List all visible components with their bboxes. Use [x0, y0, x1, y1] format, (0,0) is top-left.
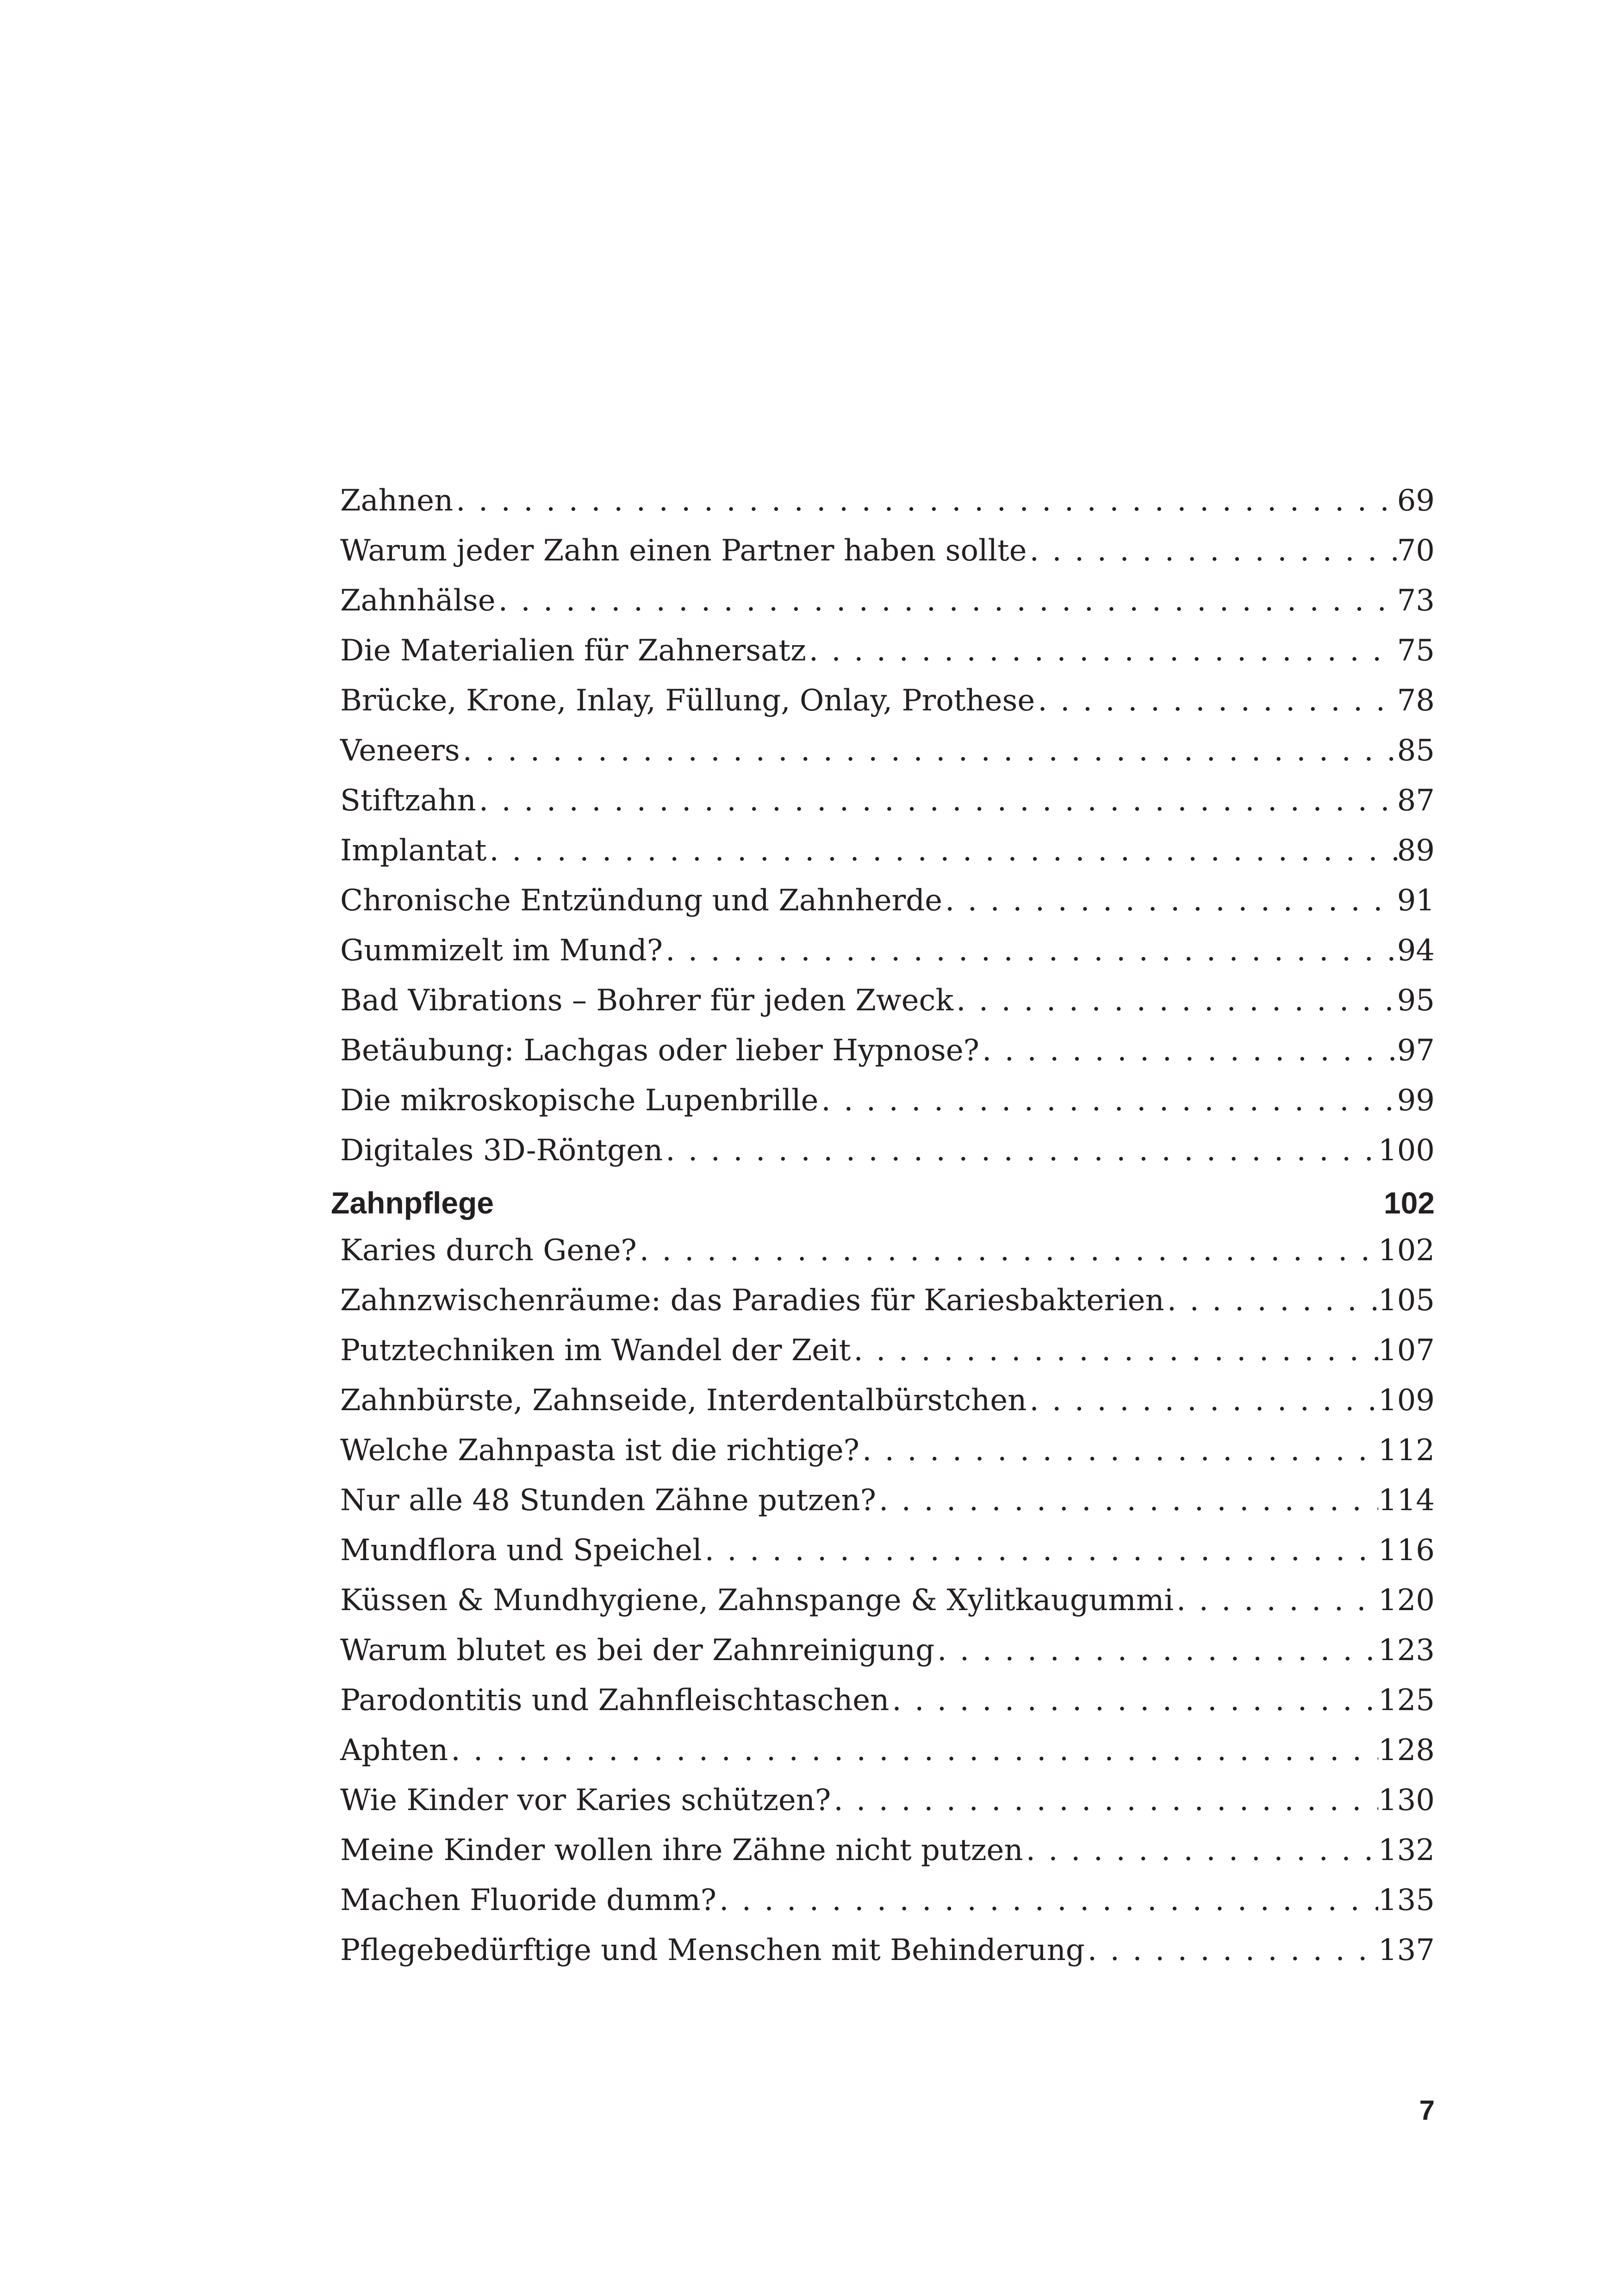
toc-entry-page: 69: [1397, 484, 1435, 518]
toc-entry[interactable]: [340, 1825, 1435, 1875]
toc-entry[interactable]: [340, 1276, 1435, 1325]
toc-entry[interactable]: [340, 1375, 1435, 1425]
toc-entry-title: Implantat: [340, 834, 487, 868]
toc-entry[interactable]: [340, 1625, 1435, 1675]
dot-leader: [702, 1525, 1378, 1575]
dot-leader: [1174, 1575, 1378, 1625]
toc-entry[interactable]: [340, 726, 1435, 776]
toc-entry-title: Zahnzwischenräume: das Paradies für Kariesbakterien: [340, 1283, 1164, 1318]
toc-entry-title: Zahnen: [340, 484, 454, 518]
toc-entry-title: Bad Vibrations – Bohrer für jeden Zweck: [340, 983, 954, 1018]
toc-entry-title: Brücke, Krone, Inlay, Füllung, Onlay, Prothese: [340, 684, 1035, 718]
toc-entry-page: 89: [1397, 834, 1435, 868]
table-of-contents: [331, 476, 1435, 1975]
toc-entry-title: Stiftzahn: [340, 784, 476, 818]
toc-entry-page: 116: [1378, 1533, 1435, 1568]
dot-leader: [889, 1675, 1378, 1725]
dot-leader: [859, 1425, 1378, 1475]
dot-leader: [851, 1325, 1378, 1375]
toc-entry[interactable]: [340, 476, 1435, 526]
toc-entry[interactable]: [340, 1076, 1435, 1126]
dot-leader: [1027, 526, 1397, 576]
dot-leader: [453, 476, 1397, 526]
toc-entry[interactable]: [340, 1425, 1435, 1475]
toc-entry-title: Warum blutet es bei der Zahnreinigung: [340, 1633, 935, 1668]
toc-entry-page: 114: [1378, 1483, 1435, 1518]
toc-entry-title: Gummizelt im Mund?: [340, 933, 663, 968]
dot-leader: [1164, 1276, 1378, 1325]
toc-entry[interactable]: [340, 976, 1435, 1026]
toc-entry[interactable]: [340, 1875, 1435, 1925]
toc-entry-title: Zahnbürste, Zahnseide, Interdentalbürstchen: [340, 1383, 1027, 1418]
toc-entry-page: 120: [1378, 1583, 1435, 1618]
dot-leader: [876, 1475, 1378, 1525]
toc-entry-page: 135: [1378, 1883, 1435, 1917]
toc-entry-page: 73: [1397, 584, 1435, 618]
toc-entry-page: 85: [1397, 734, 1435, 768]
toc-entry-title: Mundflora und Speichel: [340, 1533, 702, 1568]
toc-entry-title: Aphten: [340, 1733, 448, 1767]
page-number: 7: [1419, 2095, 1435, 2126]
toc-entry[interactable]: [340, 626, 1435, 676]
section-title: Zahnpflege: [331, 1186, 494, 1220]
toc-entry[interactable]: [340, 826, 1435, 876]
dot-leader: [1023, 1825, 1378, 1875]
dot-leader: [934, 1625, 1378, 1675]
dot-leader: [716, 1875, 1378, 1925]
toc-entry[interactable]: [340, 776, 1435, 826]
toc-entry-page: 78: [1397, 684, 1435, 718]
toc-entry-title: Karies durch Gene?: [340, 1233, 637, 1268]
dot-leader: [831, 1775, 1378, 1825]
dot-leader: [1027, 1375, 1378, 1425]
toc-entry-page: 95: [1397, 983, 1435, 1018]
dot-leader: [637, 1226, 1378, 1276]
toc-entry-page: 123: [1378, 1633, 1435, 1668]
dot-leader: [1085, 1925, 1378, 1975]
toc-entry-title: Zahnhälse: [340, 584, 496, 618]
toc-entry-page: 112: [1378, 1433, 1435, 1468]
toc-entry[interactable]: [340, 676, 1435, 726]
toc-entry[interactable]: [340, 1325, 1435, 1375]
dot-leader: [818, 1076, 1397, 1126]
toc-entry-title: Pflegebedürftige und Menschen mit Behinderung: [340, 1933, 1085, 1967]
dot-leader: [663, 926, 1397, 976]
toc-entry-title: Nur alle 48 Stunden Zähne putzen?: [340, 1483, 876, 1518]
toc-entry[interactable]: [340, 876, 1435, 926]
toc-entry-title: Digitales 3D-Röntgen: [340, 1133, 663, 1168]
toc-entry[interactable]: [340, 1475, 1435, 1525]
toc-entry-title: Wie Kinder vor Karies schützen?: [340, 1783, 831, 1817]
toc-entry-title: Welche Zahnpasta ist die richtige?: [340, 1433, 859, 1468]
toc-entry-title: Putztechniken im Wandel der Zeit: [340, 1333, 851, 1368]
dot-leader: [942, 876, 1397, 926]
toc-entry[interactable]: [340, 926, 1435, 976]
toc-entry-title: Veneers: [340, 734, 460, 768]
toc-entry-page: 130: [1378, 1783, 1435, 1817]
toc-entry-page: 109: [1378, 1383, 1435, 1418]
toc-entry-page: 102: [1378, 1233, 1435, 1268]
toc-entry-title: Küssen & Mundhygiene, Zahnspange & Xylitkaugummi: [340, 1583, 1174, 1618]
section-page: 102: [1383, 1186, 1435, 1220]
toc-entry-page: 99: [1397, 1083, 1435, 1118]
toc-entry-page: 100: [1378, 1133, 1435, 1168]
dot-leader: [448, 1725, 1378, 1775]
dot-leader: [663, 1126, 1378, 1176]
toc-entry[interactable]: [340, 1775, 1435, 1825]
toc-entry-title: Warum jeder Zahn einen Partner haben sollte: [340, 534, 1027, 568]
toc-entry[interactable]: [340, 1026, 1435, 1076]
dot-leader: [1035, 676, 1397, 726]
toc-entry[interactable]: [340, 1226, 1435, 1276]
toc-entry[interactable]: [340, 1925, 1435, 1975]
toc-entry-page: 75: [1397, 634, 1435, 668]
toc-entry-page: 132: [1378, 1833, 1435, 1867]
toc-entry[interactable]: [340, 526, 1435, 576]
toc-entry-title: Die Materialien für Zahnersatz: [340, 634, 806, 668]
toc-entry-title: Meine Kinder wollen ihre Zähne nicht putzen: [340, 1833, 1023, 1867]
dot-leader: [496, 576, 1397, 626]
toc-entry-title: Machen Fluoride dumm?: [340, 1883, 716, 1917]
dot-leader: [953, 976, 1397, 1026]
toc-entry-page: 107: [1378, 1333, 1435, 1368]
toc-entry[interactable]: [340, 1675, 1435, 1725]
toc-entry-title: Chronische Entzündung und Zahnherde: [340, 884, 942, 918]
toc-entry[interactable]: [340, 1525, 1435, 1575]
toc-entry-page: 125: [1378, 1683, 1435, 1717]
toc-entry-page: 94: [1397, 933, 1435, 968]
dot-leader: [806, 626, 1397, 676]
dot-leader: [460, 726, 1397, 776]
toc-entry-page: 128: [1378, 1733, 1435, 1767]
toc-entry-page: 91: [1397, 884, 1435, 918]
toc-entry[interactable]: [340, 1725, 1435, 1775]
toc-entry-page: 70: [1397, 534, 1435, 568]
toc-entry-page: 97: [1397, 1033, 1435, 1068]
dot-leader: [486, 826, 1397, 876]
dot-leader: [476, 776, 1397, 826]
dot-leader: [979, 1026, 1397, 1076]
toc-section-heading[interactable]: [331, 1176, 1435, 1226]
toc-entry[interactable]: [340, 1126, 1435, 1176]
toc-entry-page: 137: [1378, 1933, 1435, 1967]
toc-entry-page: 105: [1378, 1283, 1435, 1318]
toc-entry[interactable]: [340, 1575, 1435, 1625]
toc-entry-title: Parodontitis und Zahnfleischtaschen: [340, 1683, 890, 1717]
toc-entry-title: Die mikroskopische Lupenbrille: [340, 1083, 819, 1118]
toc-entry-title: Betäubung: Lachgas oder lieber Hypnose?: [340, 1033, 979, 1068]
toc-entry-page: 87: [1397, 784, 1435, 818]
toc-entry[interactable]: [340, 576, 1435, 626]
